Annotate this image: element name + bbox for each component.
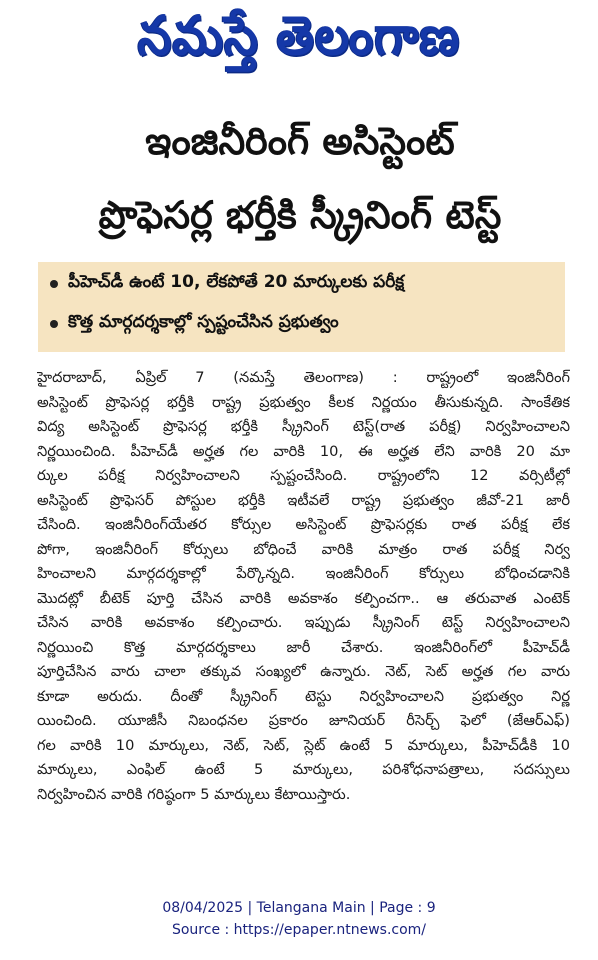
article-line: హించాలని మార్గదర్శకాల్లో పేర్కొన్నది. ఇంజినీరింగ్ కోర్సులు బోధించడానికి xyxy=(37,565,570,582)
article-line: చేసింది. ఇంజినీరింగ్‌యేతర కోర్సుల అసిస్టెంట్ ప్రొఫెసర్లకు రాత పరీక్ష లేక xyxy=(37,516,570,533)
headline-line-2: ప్రొఫెసర్ల భర్తీకి స్క్రీనింగ్ టెస్ట్ xyxy=(98,193,502,237)
article-line: విద్య అసిస్టెంట్ ప్రొఫెసర్ల భర్తీకి స్క్రీనింగ్ టెస్ట్(రాత పరీక్ష) నిర్వహించాలని xyxy=(37,418,570,435)
headline-line-1: ఇంజినీరింగ్ అసిస్టెంట్ xyxy=(145,119,455,163)
article-line: హైదరాబాద్, ఏప్రిల్ 7 (నమస్తే తెలంగాణ) : రాష్ట్రంలో ఇంజినీరింగ్ xyxy=(37,369,570,386)
article-line: అసిస్టెంట్ ప్రొఫెసర్ల భర్తీకి రాష్ట్ర ప్రభుత్వం కీలక నిర్ణయం తీసుకున్నది. సాంకేతిక xyxy=(37,393,570,411)
article-line: పోగా, ఇంజినీరింగ్ కోర్సులు బోధించే వారికి మాత్రం రాత పరీక్ష నిర్వ xyxy=(37,540,570,558)
bullet-icon xyxy=(50,320,58,328)
subhead-bullet-2 xyxy=(50,312,339,336)
footer-date-edition: 08/04/2025 | Telangana Main | Page : 9 xyxy=(162,900,436,916)
article-line: నిర్ణయించింది. పీహెచ్‌డీ అర్హత గల వారికి 10, ఈ అర్హత లేని వారికి 20 మా xyxy=(37,442,570,460)
article-line: యించింది. యూజీసీ నిబంధనల ప్రకారం జూనియర్ రీసెర్చ్ ఫెలో (జేఆర్ఎఫ్) xyxy=(37,712,570,729)
bullet-icon xyxy=(50,280,58,288)
article-line: గల వారికి 10 మార్కులు, నెట్, సెట్, స్లెట్ ఉంటే 5 మార్కులు, పీహెచ్‌డీకి 10 xyxy=(37,736,570,754)
footer-source: Source : https://epaper.ntnews.com/ xyxy=(171,922,427,938)
masthead xyxy=(0,0,598,85)
article-body xyxy=(37,366,570,807)
article-line: నిర్వహించిన వారికి గరిష్ఠంగా 5 మార్కులు కేటాయిస్తారు. xyxy=(37,785,351,803)
subhead-bullet-1 xyxy=(50,272,404,296)
article-line: ర్కుల పరీక్ష నిర్వహించాలని స్పష్టంచేసింది. రాష్ట్రంలోని 12 వర్సిటీల్లో xyxy=(37,467,570,484)
article-line: చేసిన వారికి అవకాశం కల్పించారు. ఇప్పుడు స్క్రీనింగ్ టెస్ట్ నిర్వహించాలని xyxy=(37,614,570,631)
article-line: అసిస్టెంట్ ప్రొఫెసర్ పోస్టుల భర్తీకి ఇటీవలే రాష్ట్ర ప్రభుత్వం జీవో-21 జారీ xyxy=(37,491,570,509)
article-line: కూడా అరుదు. దీంతో స్క్రీనింగ్ టెస్టు నిర్వహించాలని ప్రభుత్వం నిర్ణ xyxy=(37,687,570,705)
subhead-text: పీహెచ్‌డీ ఉంటే 10, లేకపోతే 20 మార్కులకు పరీక్ష xyxy=(68,272,405,292)
article-line: పూర్తిచేసిన వారు చాలా తక్కువ సంఖ్యలో ఉన్నారు. నెట్, సెట్ అర్హత గల వారు xyxy=(37,663,570,680)
newspaper-logo: నమస్తే తెలంగాణ xyxy=(137,4,461,68)
article-line: మార్కులు, ఎంఫిల్ ఉంటే 5 మార్కులు, పరిశోధనాపత్రాలు, సదస్సులు xyxy=(37,761,570,778)
article-line: మొదట్లో బీటెక్ పూర్తి చేసిన వారికి అవకాశం కల్పించగా.. ఆ తరువాత ఎంటెక్ xyxy=(37,589,570,607)
article-line: నిర్ణయించి కొత్త మార్గదర్శకాలు జారీ చేశారు. ఇంజినీరింగ్‌లో పీహెచ్‌డీ xyxy=(37,638,570,656)
subhead-text: కొత్త మార్గదర్శకాల్లో స్పష్టంచేసిన ప్రభుత్వం xyxy=(68,312,339,332)
